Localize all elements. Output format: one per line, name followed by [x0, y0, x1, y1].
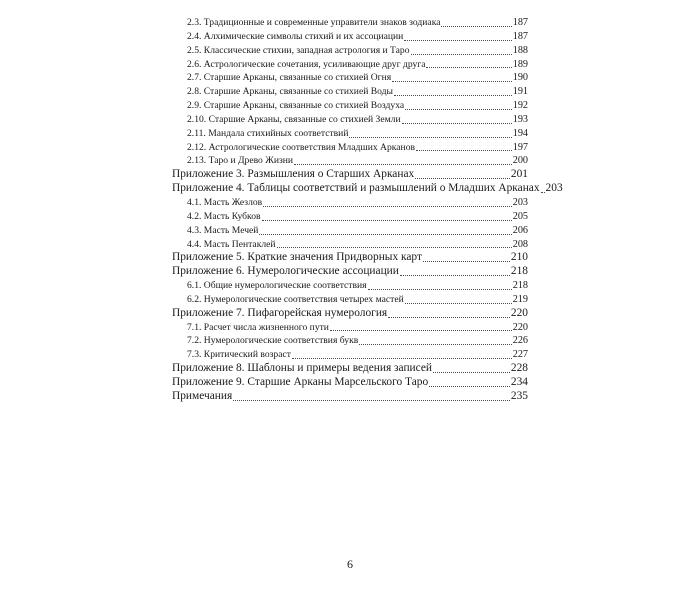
dot-leader — [426, 67, 511, 68]
dot-leader — [411, 54, 512, 55]
toc-entry-subsection — [187, 210, 528, 224]
dot-leader — [415, 178, 510, 179]
toc-entry-title: Приложение 5. Краткие значения Придворных карт — [172, 251, 422, 264]
toc-entry-page: 194 — [512, 127, 528, 139]
toc-entry-page: 208 — [512, 238, 528, 250]
toc-entry-appendix — [172, 362, 528, 376]
dot-leader — [404, 40, 511, 41]
toc-entry-page: 226 — [512, 335, 528, 347]
toc-entry-title: Приложение 8. Шаблоны и примеры ведения записей — [172, 362, 432, 375]
toc-entry-page: 189 — [512, 58, 528, 70]
toc-entry-page: 192 — [512, 100, 528, 112]
dot-leader — [441, 26, 511, 27]
dot-leader — [349, 137, 511, 138]
toc-entry-title: 4.4. Масть Пентаклей — [187, 238, 276, 250]
toc-entry-title: 7.3. Критический возраст — [187, 349, 291, 361]
dot-leader — [263, 206, 512, 207]
toc-entry-page: 210 — [510, 251, 528, 264]
toc-entry-page: 203 — [512, 196, 528, 208]
toc-entry-page: 235 — [510, 389, 528, 402]
toc-entry-page: 206 — [512, 224, 528, 236]
toc-entry-page: 227 — [512, 349, 528, 361]
toc-entry-page: 200 — [512, 155, 528, 167]
dot-leader — [294, 164, 512, 165]
toc-entry-title: Приложение 9. Старшие Арканы Марсельского Таро — [172, 375, 429, 388]
toc-entry-title: 4.2. Масть Кубков — [187, 210, 261, 222]
toc-entry-page: 205 — [512, 210, 528, 222]
dot-leader — [400, 275, 510, 276]
toc-entry-subsection — [187, 113, 528, 127]
toc-entry-page: 220 — [512, 321, 528, 333]
toc-entry-page: 219 — [512, 293, 528, 305]
toc-entry-title: 2.11. Мандала стихийных соответствий — [187, 127, 349, 139]
toc-entry-title: 7.1. Расчет числа жизненного пути — [187, 321, 329, 333]
toc-entry-title: 6.2. Нумерологические соответствия четырех мастей — [187, 293, 404, 305]
toc-entry-page: 187 — [512, 30, 528, 42]
toc-entry-title: 2.5. Классические стихии, западная астрология и Таро — [187, 44, 410, 56]
toc-entry-title: 4.3. Масть Мечей — [187, 224, 259, 236]
toc-entry-title: Приложение 7. Пифагорейская нумерология — [172, 306, 388, 319]
toc-entry-title: 6.1. Общие нумерологические соответствия — [187, 280, 367, 292]
dot-leader — [233, 400, 510, 401]
toc-entry-title: 4.1. Масть Жезлов — [187, 196, 263, 208]
toc-entry-title: 2.6. Астрологические сочетания, усиливающие друг друга — [187, 58, 426, 70]
toc-entry-subsection — [187, 334, 528, 348]
dot-leader — [392, 81, 512, 82]
toc-entry-appendix — [172, 307, 528, 321]
toc-entry-appendix — [172, 182, 563, 196]
dot-leader — [423, 261, 510, 262]
toc-entry-page: 190 — [512, 72, 528, 84]
toc-entry-page: 228 — [510, 362, 528, 375]
toc-entry-subsection — [187, 71, 528, 85]
toc-entry-page: 218 — [512, 280, 528, 292]
toc-entry-page: 234 — [510, 375, 528, 388]
toc-entry-page: 197 — [512, 141, 528, 153]
toc-entry-page: 191 — [512, 86, 528, 98]
toc-entry-subsection — [187, 348, 528, 362]
toc-entry-appendix — [172, 390, 528, 404]
toc-entry-subsection — [187, 321, 528, 335]
toc-entry-title: 2.8. Старшие Арканы, связанные со стихией Воды — [187, 86, 393, 98]
toc-entry-subsection — [187, 30, 528, 44]
page-number: 6 — [347, 557, 353, 571]
toc-entry-subsection — [187, 279, 528, 293]
dot-leader — [402, 123, 512, 124]
dot-leader — [259, 234, 511, 235]
toc-entry-subsection — [187, 58, 528, 72]
toc-entry-subsection — [187, 127, 528, 141]
toc-entry-appendix — [172, 265, 528, 279]
toc-entry-subsection — [187, 85, 528, 99]
dot-leader — [368, 289, 512, 290]
dot-leader — [394, 95, 512, 96]
toc-entry-page: 193 — [512, 113, 528, 125]
dot-leader — [292, 358, 512, 359]
toc-entry-page: 201 — [510, 168, 528, 181]
toc-entry-subsection — [187, 196, 528, 210]
dot-leader — [277, 247, 512, 248]
dot-leader — [405, 303, 512, 304]
toc-entry-title: 2.9. Старшие Арканы, связанные со стихией Воздуха — [187, 100, 405, 112]
toc-entry-title: Приложение 3. Размышления о Старших Арканах — [172, 168, 415, 181]
dot-leader — [416, 150, 512, 151]
toc-entry-subsection — [187, 99, 528, 113]
toc-entry-subsection — [187, 224, 528, 238]
toc-entry-subsection — [187, 154, 528, 168]
toc-entry-title: 7.2. Нумерологические соответствия букв — [187, 335, 359, 347]
dot-leader — [541, 192, 545, 193]
toc-entry-appendix — [172, 376, 528, 390]
toc-entry-subsection — [187, 293, 528, 307]
dot-leader — [262, 220, 512, 221]
dot-leader — [330, 330, 512, 331]
toc-entry-page: 188 — [512, 44, 528, 56]
dot-leader — [388, 317, 510, 318]
toc-entry-title: 2.10. Старшие Арканы, связанные со стихией Земли — [187, 113, 401, 125]
toc-entry-title: Примечания — [172, 389, 233, 402]
toc-entry-title: Приложение 4. Таблицы соответствий и размышлений о Младших Арканах — [172, 182, 540, 195]
dot-leader — [429, 386, 510, 387]
toc-entry-subsection — [187, 16, 528, 30]
toc-entry-appendix — [172, 168, 528, 182]
toc-entry-title: 2.12. Астрологические соответствия Младших Арканов — [187, 141, 416, 153]
toc-entry-page: 203 — [545, 182, 563, 195]
toc-entry-page: 218 — [510, 265, 528, 278]
toc-entry-title: 2.3. Традиционные и современные управители знаков зодиака — [187, 17, 441, 28]
table-of-contents — [0, 16, 700, 404]
toc-entry-subsection — [187, 238, 528, 252]
toc-entry-subsection — [187, 44, 528, 58]
toc-entry-page: 220 — [510, 306, 528, 319]
toc-entry-title: 2.4. Алхимические символы стихий и их ассоциации — [187, 30, 404, 42]
dot-leader — [433, 372, 510, 373]
toc-entry-subsection — [187, 141, 528, 155]
dot-leader — [405, 109, 512, 110]
toc-entry-appendix — [172, 251, 528, 265]
toc-entry-title: Приложение 6. Нумерологические ассоциации — [172, 265, 399, 278]
toc-entry-title: 2.13. Таро и Древо Жизни — [187, 155, 294, 167]
toc-entry-page: 187 — [512, 17, 528, 28]
dot-leader — [359, 344, 511, 345]
toc-entry-title: 2.7. Старшие Арканы, связанные со стихией Огня — [187, 72, 392, 84]
